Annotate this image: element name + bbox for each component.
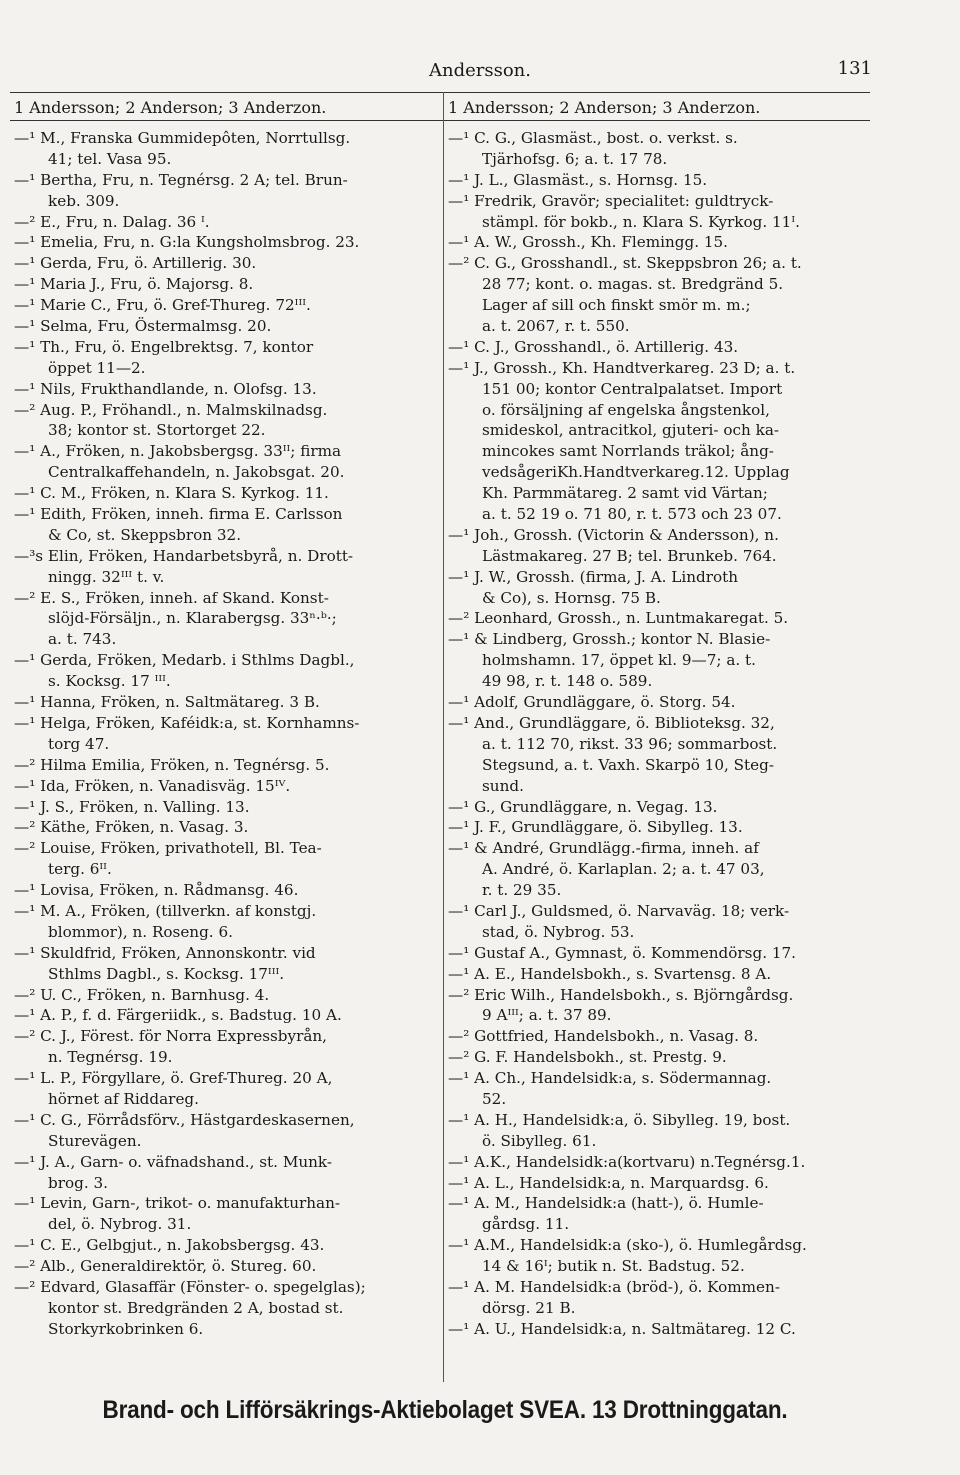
directory-entry-line: —¹ Marie C., Fru, ö. Gref-Thureg. 72ᴵᴵᴵ. — [14, 296, 311, 315]
directory-entry-line: —¹ A., Fröken, n. Jakobsbergsg. 33ᴵᴵ; firma — [14, 442, 342, 461]
directory-entry-line: —¹ Lovisa, Fröken, n. Rådmansg. 46. — [14, 881, 299, 900]
entry-continuation-line: ningg. 32ᴵᴵᴵ t. v. — [48, 567, 165, 586]
directory-entry-line: —² Gottfried, Handelsbokh., n. Vasag. 8. — [448, 1027, 759, 1046]
directory-entry-line: —¹ Selma, Fru, Östermalmsg. 20. — [14, 317, 272, 336]
entry-continuation-line: a. t. 52 19 o. 71 80, r. t. 573 och 23 07. — [482, 505, 782, 524]
entry-continuation-line: 9 Aᴵᴵᴵ; a. t. 37 89. — [482, 1006, 612, 1025]
directory-entry-line: —² Alb., Generaldirektör, ö. Stureg. 60. — [14, 1257, 317, 1276]
entry-continuation-line: stämpl. för bokb., n. Klara S. Kyrkog. 11ᴵ. — [482, 212, 800, 231]
directory-entry-line: —¹ A. M., Handelsidk:a (hatt-), ö. Humle- — [448, 1194, 764, 1213]
directory-entry-line: —¹ Edith, Fröken, inneh. firma E. Carlsson — [14, 505, 343, 524]
directory-entry-line: —³s Elin, Fröken, Handarbetsbyrå, n. Drott- — [14, 546, 354, 565]
directory-entry-line: —¹ A.M., Handelsidk:a (sko-), ö. Humlegårdsg. — [448, 1236, 807, 1255]
directory-entry-line: —¹ C. J., Grosshandl., ö. Artillerig. 43. — [448, 337, 739, 356]
entry-continuation-line: brog. 3. — [48, 1173, 108, 1192]
directory-entry-line: —¹ & Lindberg, Grossh.; kontor N. Blasie- — [448, 630, 771, 649]
column-divider — [443, 92, 444, 1382]
entry-continuation-line: slöjd-Försäljn., n. Klarabergsg. 33ⁿ·ᵇ·; — [48, 609, 337, 628]
directory-entry-line: —¹ A.K., Handelsidk:a(kortvaru) n.Tegnérsg.1. — [448, 1152, 806, 1171]
entry-continuation-line: holmshamn. 17, öppet kl. 9—7; a. t. — [482, 651, 756, 670]
entry-continuation-line: Kh. Parmmätareg. 2 samt vid Värtan; — [482, 484, 768, 503]
directory-entry-line: —¹ C. M., Fröken, n. Klara S. Kyrkog. 11. — [14, 484, 329, 503]
entry-continuation-line: 49 98, r. t. 148 o. 589. — [482, 672, 653, 691]
directory-entry-line: —¹ Skuldfrid, Fröken, Annonskontr. vid — [14, 943, 316, 962]
directory-entry-line: —² Eric Wilh., Handelsbokh., s. Björngårdsg. — [448, 985, 794, 1004]
entry-continuation-line: Lästmakareg. 27 B; tel. Brunkeb. 764. — [482, 546, 777, 565]
entry-continuation-line: Storkyrkobrinken 6. — [48, 1319, 204, 1338]
directory-entry-line: —² E. S., Fröken, inneh. af Skand. Konst- — [14, 588, 329, 607]
entry-continuation-line: 28 77; kont. o. magas. st. Bredgränd 5. — [482, 275, 784, 294]
directory-entry-line: —¹ M. A., Fröken, (tillverkn. af konstgj. — [14, 901, 317, 920]
running-header-name: Andersson. — [429, 60, 531, 81]
entry-continuation-line: smideskol, antracitkol, gjuteri- och ka- — [482, 421, 780, 440]
advertisement-footer: Brand- och Lifförsäkrings-Aktiebolaget SVEA. 13 Drottninggatan. — [102, 1396, 788, 1424]
entry-continuation-line: Centralkaffehandeln, n. Jakobsgat. 20. — [48, 463, 345, 482]
directory-entry-line: —² Edvard, Glasaffär (Fönster- o. spegelglas); — [14, 1277, 366, 1296]
entry-continuation-line: vedsågeriKh.Handtverkareg.12. Upplag — [482, 463, 790, 482]
directory-entry-line: —¹ J. W., Grossh. (firma, J. A. Lindroth — [448, 567, 739, 586]
directory-entry-line: —¹ C. G., Glasmäst., bost. o. verkst. s. — [448, 129, 738, 147]
entry-continuation-line: 151 00; kontor Centralpalatset. Import — [482, 379, 783, 398]
entry-continuation-line: a. t. 2067, r. t. 550. — [482, 317, 630, 336]
directory-entry-line: —¹ J. A., Garn- o. väfnadshand., st. Munk- — [14, 1152, 333, 1171]
entry-continuation-line: & Co), s. Hornsg. 75 B. — [482, 588, 661, 607]
directory-entry-line: —² Louise, Fröken, privathotell, Bl. Tea- — [14, 839, 322, 858]
directory-entry-line: —¹ Gerda, Fru, ö. Artillerig. 30. — [14, 254, 257, 273]
entry-continuation-line: sund. — [482, 776, 524, 795]
directory-entry-line: —¹ A. L., Handelsidk:a, n. Marquardsg. 6. — [448, 1173, 769, 1192]
right-column — [448, 128, 872, 1340]
directory-entry-line: —¹ J. S., Fröken, n. Valling. 13. — [14, 797, 250, 816]
directory-entry-line: —¹ Gustaf A., Gymnast, ö. Kommendörsg. 17. — [448, 943, 797, 962]
directory-entry-line: —¹ Nils, Frukthandlande, n. Olofsg. 13. — [14, 379, 317, 398]
directory-entry-line: —¹ Adolf, Grundläggare, ö. Storg. 54. — [448, 693, 736, 712]
directory-entry-line: —¹ And., Grundläggare, ö. Biblioteksg. 32, — [448, 713, 775, 732]
entry-continuation-line: Stegsund, a. t. Vaxh. Skarpö 10, Steg- — [482, 755, 774, 774]
directory-entry-line: —¹ L. P., Förgyllare, ö. Gref-Thureg. 20 A, — [14, 1069, 333, 1088]
directory-entry-line: —¹ M., Franska Gummidepôten, Norrtullsg. — [14, 129, 351, 147]
entry-continuation-line: Lager af sill och finskt smör m. m.; — [482, 296, 751, 315]
left-column-heading: 1 Andersson; 2 Anderson; 3 Anderzon. — [14, 98, 327, 117]
entry-continuation-line: gårdsg. 11. — [482, 1215, 570, 1234]
entry-continuation-line: 52. — [482, 1089, 507, 1108]
directory-entry-line: —¹ J., Grossh., Kh. Handtverkareg. 23 D; a. t. — [448, 358, 796, 377]
page-number: 131 — [837, 58, 872, 79]
directory-entry-line: —² Leonhard, Grossh., n. Luntmakaregat. 5. — [448, 609, 789, 628]
directory-entry-line: —¹ Maria J., Fru, ö. Majorsg. 8. — [14, 275, 254, 294]
entry-continuation-line: kontor st. Bredgränden 2 A, bostad st. — [48, 1298, 344, 1317]
entry-continuation-line: s. Kocksg. 17 ᴵᴵᴵ. — [48, 672, 171, 691]
directory-entry-line: —² C. G., Grosshandl., st. Skeppsbron 26; a. t. — [448, 254, 802, 273]
directory-entry-line: —¹ A. P., f. d. Färgeriidk., s. Badstug. 10 A. — [14, 1006, 342, 1025]
directory-entry-line: —¹ A. W., Grossh., Kh. Flemingg. 15. — [448, 233, 729, 252]
entry-continuation-line: a. t. 112 70, rikst. 33 96; sommarbost. — [482, 734, 778, 753]
directory-entry-line: —¹ A. Ch., Handelsidk:a, s. Södermannag. — [448, 1069, 772, 1088]
entry-continuation-line: dörsg. 21 B. — [482, 1298, 576, 1317]
directory-entry-line: —¹ Carl J., Guldsmed, ö. Narvaväg. 18; verk- — [448, 901, 790, 920]
entry-continuation-line: keb. 309. — [48, 191, 120, 210]
entry-continuation-line: 38; kontor st. Stortorget 22. — [48, 421, 266, 440]
entry-continuation-line: Sturevägen. — [48, 1131, 142, 1150]
entry-continuation-line: r. t. 29 35. — [482, 881, 562, 900]
directory-entry-line: —¹ J. L., Glasmäst., s. Hornsg. 15. — [448, 170, 708, 189]
entry-continuation-line: n. Tegnérsg. 19. — [48, 1048, 173, 1067]
entry-continuation-line: ö. Sibylleg. 61. — [482, 1131, 597, 1150]
directory-entry-line: —¹ Th., Fru, ö. Engelbrektsg. 7, kontor — [14, 337, 314, 356]
directory-entry-line: —¹ A. U., Handelsidk:a, n. Saltmätareg. 12 C. — [448, 1319, 796, 1338]
entry-continuation-line: A. André, ö. Karlaplan. 2; a. t. 47 03, — [482, 860, 765, 879]
entry-continuation-line: del, ö. Nybrog. 31. — [48, 1215, 192, 1234]
directory-entry-line: —¹ Gerda, Fröken, Medarb. i Sthlms Dagbl., — [14, 651, 355, 670]
right-column-heading: 1 Andersson; 2 Anderson; 3 Anderzon. — [448, 98, 761, 117]
entry-continuation-line: & Co, st. Skeppsbron 32. — [48, 525, 242, 544]
entry-continuation-line: hörnet af Riddareg. — [48, 1089, 199, 1108]
entry-continuation-line: blommor), n. Roseng. 6. — [48, 922, 233, 941]
entry-continuation-line: 41; tel. Vasa 95. — [48, 149, 172, 168]
directory-entry-line: —¹ Levin, Garn-, trikot- o. manufakturhan- — [14, 1194, 341, 1213]
entry-continuation-line: a. t. 743. — [48, 630, 117, 649]
directory-entry-line: —² Hilma Emilia, Fröken, n. Tegnérsg. 5. — [14, 755, 330, 774]
entry-continuation-line: Tjärhofsg. 6; a. t. 17 78. — [482, 149, 668, 168]
entry-continuation-line: torg 47. — [48, 734, 110, 753]
left-column — [14, 128, 438, 1340]
entry-continuation-line: stad, ö. Nybrog. 53. — [482, 922, 635, 941]
directory-entry-line: —¹ Ida, Fröken, n. Vanadisväg. 15ᴵⱽ. — [14, 776, 291, 795]
directory-entry-line: —¹ Bertha, Fru, n. Tegnérsg. 2 A; tel. Brun- — [14, 170, 348, 189]
entry-continuation-line: o. försäljning af engelska ångstenkol, — [482, 400, 770, 419]
entry-continuation-line: 14 & 16ᴵ; butik n. St. Badstug. 52. — [482, 1257, 745, 1276]
directory-entry-line: —¹ Joh., Grossh. (Victorin & Andersson), n. — [448, 525, 779, 544]
entry-continuation-line: mincokes samt Norrlands träkol; ång- — [482, 442, 774, 461]
directory-entry-line: —¹ Helga, Fröken, Kaféidk:a, st. Kornhamns- — [14, 713, 360, 732]
directory-entry-line: —¹ C. G., Förrådsförv., Hästgardeskasernen, — [14, 1110, 355, 1129]
directory-entry-line: —¹ J. F., Grundläggare, ö. Sibylleg. 13. — [448, 818, 743, 837]
directory-entry-line: —² Käthe, Fröken, n. Vasag. 3. — [14, 818, 249, 837]
entry-continuation-line: Sthlms Dagbl., s. Kocksg. 17ᴵᴵᴵ. — [48, 964, 285, 983]
directory-entry-line: —¹ A. E., Handelsbokh., s. Svartensg. 8 A. — [448, 964, 772, 983]
heading-rule — [10, 120, 870, 121]
directory-entry-line: —² Aug. P., Fröhandl., n. Malmskilnadsg. — [14, 400, 328, 419]
directory-entry-line: —² G. F. Handelsbokh., st. Prestg. 9. — [448, 1048, 727, 1067]
top-rule — [10, 92, 870, 93]
directory-entry-line: —¹ & André, Grundlägg.-firma, inneh. af — [448, 839, 759, 858]
directory-entry-line: —¹ A. M. Handelsidk:a (bröd-), ö. Kommen- — [448, 1277, 780, 1296]
directory-entry-line: —¹ Hanna, Fröken, n. Saltmätareg. 3 B. — [14, 693, 320, 712]
directory-entry-line: —¹ A. H., Handelsidk:a, ö. Sibylleg. 19, bost. — [448, 1110, 791, 1129]
entry-continuation-line: terg. 6ᴵᴵ. — [48, 860, 112, 879]
entry-continuation-line: öppet 11—2. — [48, 358, 146, 377]
directory-entry-line: —¹ G., Grundläggare, n. Vegag. 13. — [448, 797, 718, 816]
directory-entry-line: —¹ C. E., Gelbgjut., n. Jakobsbergsg. 43. — [14, 1236, 325, 1255]
directory-entry-line: —² E., Fru, n. Dalag. 36 ᴵ. — [14, 212, 210, 231]
directory-entry-line: —² U. C., Fröken, n. Barnhusg. 4. — [14, 985, 270, 1004]
directory-entry-line: —¹ Emelia, Fru, n. G:la Kungsholmsbrog. 23. — [14, 233, 360, 252]
directory-entry-line: —¹ Fredrik, Gravör; specialitet: guldtryck- — [448, 191, 774, 210]
directory-entry-line: —² C. J., Förest. för Norra Expressbyrån, — [14, 1027, 328, 1046]
